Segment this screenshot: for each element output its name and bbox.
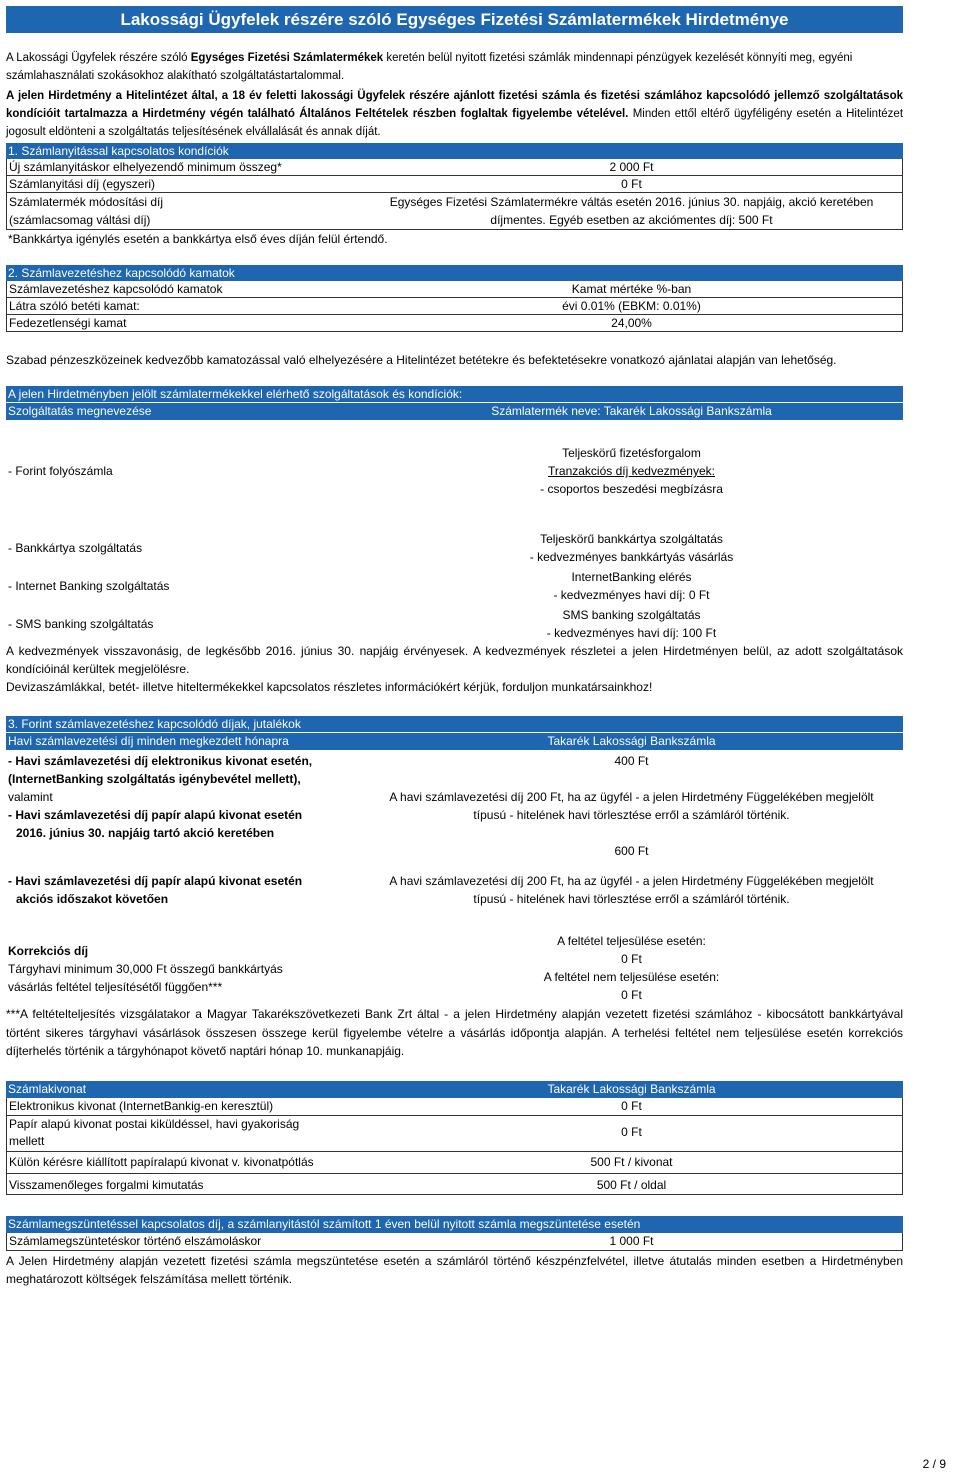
- section-fees: [6, 716, 903, 1061]
- fees-column-header: [6, 733, 903, 750]
- fee-value-line: típusú - hitelének havi törlesztése erről a számláról történik.: [473, 892, 790, 906]
- service-item: [6, 568, 903, 604]
- intro-text: A Lakossági Ügyfelek részére szóló: [6, 52, 191, 64]
- fee-value-line: A havi számlavezetési díj 200 Ft, ha az ügyfél - a jelen Hirdetmény Függelékében megjelölt: [389, 874, 874, 888]
- fee-label-line: Korrekciós díj: [8, 944, 89, 958]
- service-detail-line: - kedvezményes havi díj: 0 Ft: [553, 588, 710, 602]
- table-row: [6, 176, 903, 193]
- column-header: Számlavezetéshez kapcsolódó kamatok: [9, 282, 223, 296]
- table-header-row: [6, 281, 903, 298]
- service-name: - Bankkártya szolgáltatás: [8, 541, 143, 555]
- fee-label: [6, 752, 360, 860]
- section-account-opening: [6, 143, 903, 248]
- service-item: [6, 444, 903, 498]
- service-name: - Forint folyószámla: [8, 464, 113, 478]
- table-row: [6, 159, 903, 176]
- service-detail-line: InternetBanking elérés: [571, 570, 692, 584]
- table-row: [6, 1098, 903, 1116]
- row-label: Elektronikus kivonat (InternetBankig-en keresztül): [9, 1098, 274, 1113]
- spacer: [360, 824, 903, 842]
- fee-value-line: 400 Ft: [614, 754, 649, 768]
- row-label: Látra szóló betéti kamat:: [9, 299, 140, 313]
- section-header: A jelen Hirdetményben jelölt számlatermékekkel elérhető szolgáltatások és kondíciók:: [6, 386, 903, 402]
- row-value: évi 0.01% (EBKM: 0.01%): [562, 299, 701, 313]
- fee-label: [6, 862, 360, 908]
- section-statement: [6, 1081, 903, 1195]
- row-value: 24,00%: [611, 316, 652, 330]
- service-name: - SMS banking szolgáltatás: [8, 617, 154, 631]
- service-details: [360, 444, 903, 498]
- intro-paragraph-1: [6, 49, 903, 85]
- section-interest: [6, 265, 903, 369]
- fee-value: [360, 752, 903, 860]
- fee-value-line: A havi számlavezetési díj 200 Ft, ha az ügyfél - a jelen Hirdetmény Függelékében megjelölt: [389, 790, 874, 804]
- table-row: [6, 315, 903, 332]
- column-header: Számlatermék neve: Takarék Lakossági Bankszámla: [491, 404, 772, 418]
- service-detail-line: - kedvezményes bankkártyás vásárlás: [529, 550, 734, 564]
- row-value: [361, 193, 902, 229]
- document-page: [6, 6, 903, 1289]
- fee-label-line: - Havi számlavezetési díj papír alapú kivonat esetén: [8, 874, 303, 888]
- table-row: [6, 298, 903, 315]
- statement-column-header: [6, 1081, 903, 1098]
- row-label-line: Számlatermék módosítási díj: [9, 195, 164, 209]
- row-value: 0 Ft: [621, 1098, 642, 1113]
- table-row: [6, 1116, 903, 1152]
- section-header: 3. Forint számlavezetéshez kapcsolódó díjak, jutalékok: [6, 716, 903, 732]
- fee-label-line: (InternetBanking szolgáltatás igénybevétel mellett),: [8, 772, 301, 786]
- section-closing: [6, 1216, 903, 1289]
- fee-value-line: 0 Ft: [621, 988, 642, 1002]
- table-row: [6, 1233, 903, 1251]
- fee-value-line: típusú - hitelének havi törlesztése erről a számláról történik.: [473, 808, 790, 822]
- fee-label-line: - Havi számlavezetési díj papír alapú kivonat esetén: [8, 808, 303, 822]
- fee-label-line: valamint: [8, 790, 53, 804]
- intro-text: keretén belül nyitott fizetési számlák mindennapi pénzügyek kezelését könnyíti meg, egyéni számlahasználati szokásokhoz alakítható szolgáltatástartalommal.: [6, 52, 853, 82]
- row-value: 0 Ft: [621, 177, 642, 191]
- service-item: [6, 606, 903, 642]
- column-header: Kamat mértéke %-ban: [571, 282, 692, 296]
- fee-value: [360, 932, 903, 1004]
- row-value: 1 000 Ft: [609, 1233, 654, 1248]
- section-services: [6, 386, 903, 696]
- service-detail-line: - csoportos beszedési megbízásra: [540, 482, 723, 496]
- service-details: [360, 530, 903, 566]
- row-label: Külön kérésre kiállított papíralapú kivonat v. kivonatpótlás: [9, 1154, 314, 1169]
- table-row: [6, 193, 903, 230]
- section-header: Számlamegszüntetéssel kapcsolatos díj, a számlanyitástól számított 1 éven belül nyitott számla megszüntetése esetén: [6, 1216, 903, 1233]
- column-header: Számlakivonat: [8, 1081, 87, 1096]
- service-details: [360, 568, 903, 604]
- service-item: [6, 530, 903, 566]
- row-label: [7, 193, 361, 229]
- footnote: *Bankkártya igénylés esetén a bankkártya első éves díján felül értendő.: [8, 232, 388, 246]
- fee-value: [360, 862, 903, 908]
- service-details: [360, 606, 903, 642]
- fee-label-line: - Havi számlavezetési díj elektronikus kivonat esetén,: [8, 754, 313, 768]
- service-detail-line: Teljeskörű fizetésforgalom: [562, 446, 701, 460]
- service-detail-line: Tranzakciós díj kedvezmények:: [548, 464, 715, 478]
- fee-label-line: 2016. június 30. napjáig tartó akció keretében: [16, 826, 275, 840]
- fee-block: [6, 752, 903, 860]
- column-header: Havi számlavezetési díj minden megkezdett hónapra: [8, 734, 289, 748]
- table-row: [6, 1152, 903, 1174]
- row-value: 500 Ft / oldal: [596, 1177, 667, 1192]
- section-header: 2. Számlavezetéshez kapcsolódó kamatok: [6, 265, 903, 281]
- fee-value-line: A feltétel nem teljesülése esetén:: [543, 970, 720, 984]
- note: Szabad pénzeszközeinek kedvezőbb kamatozással való elhelyezésére a Hitelintézet betétekre és befektetésekre vonatkozó ajánlatai alapján van lehetőség.: [6, 353, 837, 367]
- fee-label-line: akciós időszakot követően: [16, 892, 169, 906]
- note: Devizaszámlákkal, betét- illetve hiteltermékekkel kapcsolatos részletes információkért kérjük, forduljon munkatársainkhoz!: [6, 680, 653, 694]
- fee-label-line: vásárlás feltétel teljesítésétől függően***: [8, 980, 223, 994]
- page-number: 2 / 9: [922, 1457, 946, 1471]
- section-header: 1. Számlanyitással kapcsolatos kondíciók: [6, 143, 903, 159]
- row-value: 0 Ft: [621, 1125, 642, 1140]
- note: ***A feltételteljesítés vizsgálatakor a Magyar Takarékszövetkezeti Bank Zrt által - a jelen Hirdetmény alapján vezetett fizetési számlához - kibocsátott bankkártyával történt sikeres tárgyhavi vásárlások összesen összege kerül figyelembe vételre a vásárlás időpontja alapján. A terhelési feltétel nem teljesülése esetén korrekciós díjterhelés történik a tárgyhónapot követő naptári hónap 10. munkanapjáig.: [6, 1007, 903, 1058]
- service-detail-line: Teljeskörű bankkártya szolgáltatás: [540, 532, 723, 546]
- row-label: Papír alapú kivonat postai kiküldéssel, havi gyakoriság mellett: [9, 1116, 300, 1148]
- row-label: Új számlanyitáskor elhelyezendő minimum összeg*: [9, 160, 282, 174]
- row-value: 2 000 Ft: [609, 160, 654, 174]
- service-name: - Internet Banking szolgáltatás: [8, 579, 170, 593]
- service-detail-line: - kedvezményes havi díj: 100 Ft: [546, 626, 717, 640]
- intro-bold-text: A jelen Hirdetmény a Hitelintézet által, a 18 év feletti lakossági Ügyfelek részére ajánlott fizetési számla és fizetési számlához kapcsolódó jellemző szolgáltatások kondícióit tartalmazza a Hirdetmény végén található Általános Feltételek részben foglaltak figyelembe vételével.: [6, 90, 903, 120]
- row-label: Számlamegszüntetéskor történő elszámoláskor: [9, 1233, 262, 1248]
- note: A Jelen Hirdetmény alapján vezetett fizetési számla megszüntetése esetén a számláról történő készpénzfelvétel, illetve átutalás minden esetben a Hirdetményben meghatározott költségek felszámítása mellett történik.: [6, 1253, 903, 1286]
- fee-block: [6, 862, 903, 908]
- fee-value-line: 0 Ft: [621, 952, 642, 966]
- row-value: 500 Ft / kivonat: [590, 1154, 673, 1169]
- row-label-line: (számlacsomag váltási díj): [9, 213, 151, 227]
- fee-label-line: Tárgyhavi minimum 30,000 Ft összegű bankkártyás: [8, 962, 283, 976]
- row-label: Visszamenőleges forgalmi kimutatás: [9, 1177, 204, 1192]
- document-title: Lakossági Ügyfelek részére szóló Egységes Fizetési Számlatermékek Hirdetménye: [6, 6, 903, 33]
- intro-bold-text: Egységes Fizetési Számlatermékek: [190, 52, 384, 64]
- row-label: Számlanyitási díj (egyszeri): [9, 177, 156, 191]
- spacer: [360, 770, 903, 788]
- intro-paragraph-2: [6, 87, 903, 141]
- fee-label: [6, 932, 360, 1004]
- fee-block: [6, 932, 903, 1004]
- column-header: Takarék Lakossági Bankszámla: [547, 734, 716, 748]
- row-label: Fedezetlenségi kamat: [9, 316, 127, 330]
- service-detail-line: SMS banking szolgáltatás: [562, 608, 701, 622]
- row-value-line: Egységes Fizetési Számlatermékre váltás esetén 2016. június 30. napjáig, akció keretében: [389, 195, 874, 209]
- row-value-line: díjmentes. Egyéb esetben az akciómentes díj: 500 Ft: [490, 213, 773, 227]
- column-header: Takarék Lakossági Bankszámla: [547, 1081, 716, 1096]
- note: A kedvezmények visszavonásig, de legkésőbb 2016. június 30. napjáig érvényesek. A kedvezmények részletei a jelen Hirdetményen belül, az adott szolgáltatások kondícióinál kerültek megjelölésre.: [6, 644, 903, 676]
- fee-value-line: A feltétel teljesülése esetén:: [557, 934, 706, 948]
- column-header: Szolgáltatás megnevezése: [8, 404, 152, 418]
- services-column-header: [6, 403, 903, 420]
- intro-text: Minden ettől eltérő ügyféligény esetén a Hitelintézet jogosult eldönteni a szolgáltatás teljesítésének elvállalását és annak díját.: [6, 108, 904, 138]
- table-row: [6, 1174, 903, 1195]
- fee-value-line: 600 Ft: [614, 844, 649, 858]
